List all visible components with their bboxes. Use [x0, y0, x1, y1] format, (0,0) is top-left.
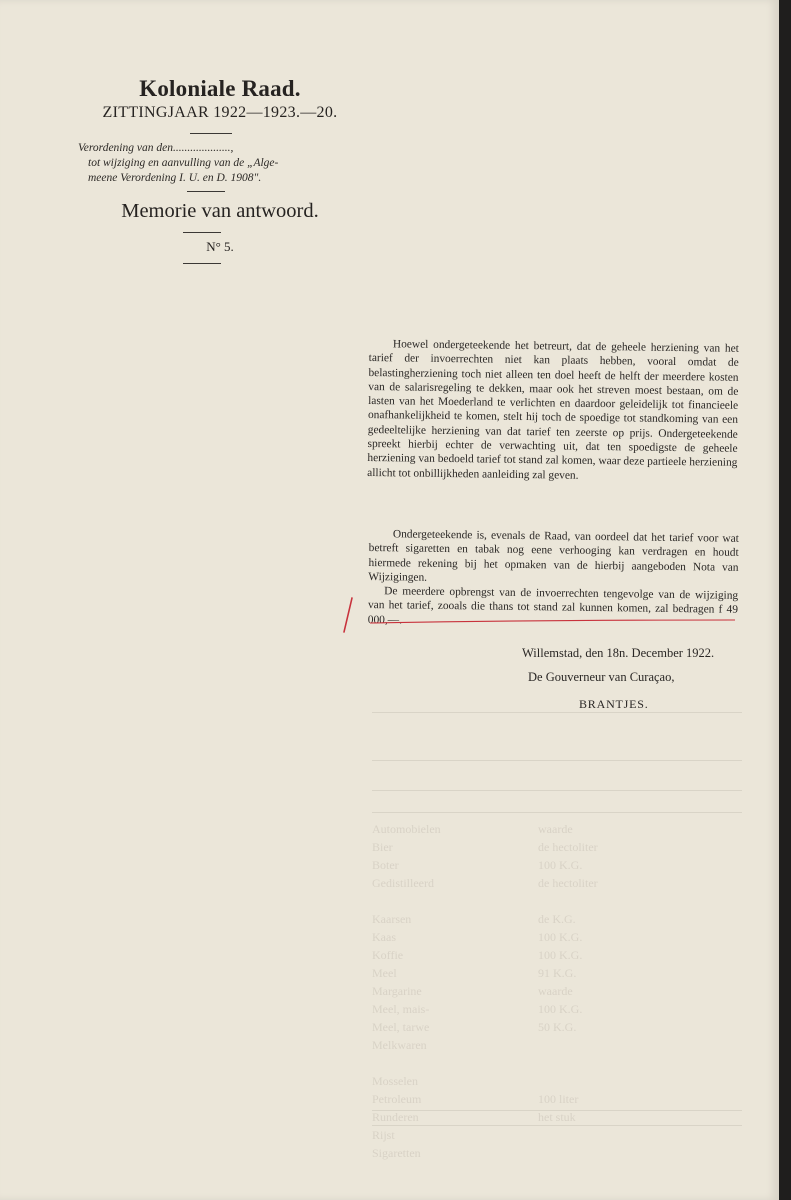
- document-number: N° 5.: [206, 239, 234, 254]
- paragraph-text: De meerdere opbrengst van de invoerrechten tengevolge van de wijziging van het tarief, zooals die thans tot stand zal kunnen komen, zal bedragen f 49 000,—.: [367, 585, 739, 627]
- ordinance-description: [78, 141, 338, 186]
- body-paragraph-1: [367, 337, 739, 485]
- divider: [183, 232, 221, 233]
- divider: [183, 263, 221, 264]
- page-edge: [779, 0, 791, 1200]
- session-year: ZITTINGJAAR 1922—1923.—20.: [102, 104, 338, 121]
- description-line: Verordening van den....................,: [78, 142, 234, 154]
- signature-name: BRANTJES.: [579, 697, 649, 711]
- council-title: Koloniale Raad.: [139, 76, 301, 101]
- document-page: Koloniale Raad. ZITTINGJAAR 1922—1923.—20. Verordening van den...................., tot wijziging en aanvulling van de „Alge- meene Verordening I. U. en D. 1908". Memorie van antwoord. N° 5. Automobielen Bier Boter Gedistilleerd Kaarsen Kaas Koffie Meel Margarine Meel, mais- Meel, tarwe Melkwaren Mosselen Petroleum Runderen Rijst Sigaretten waarde de hectoliter 100 K.G. de hectoliter de K.G. 100 K.G. 100 K.G. 91 K.G. waarde 100 K.G. 50 K.G. 100 liter het stuk Hoewel ondergeteekende het betreurt, dat de geheele herziening van het tarief der invoerrechten niet kan plaats hebben, vooral omdat de belastingherziening toch niet alleen ten doel heeft de helft der meerdere kosten van de salarisregeling te dekken, maar ook het streven moest bestaan, om de lasten van het Moederland te verlichten en daardoor geleidelijk tot financieele onafhankelijkheid te komen, stelt hij toch de spoedige tot standkoming van een gedeeltelijke herziening van dat tarief ten zeerste op prijs. Ondergeteekende spreekt hierbij echter de verwachting uit, dat ten spoedigste de geheele herziening van bedoeld tarief tot stand zal komen, waar deze partieele herziening allicht tot onbillijkheden aanleiding zal geven. Ondergeteekende is, evenals de Raad, van oordeel dat het tarief voor wat betreft sigaretten en tabak nog eene verhooging kan verdragen en houdt hiermede rekening bij het opmaken van de hierbij aangeboden Nota van Wijzigingen. De meerdere opbrengst van de invoerrechten tengevolge van de wijziging van het tarief, zooals die thans tot stand zal kunnen komen, zal bedragen f 49 000,—. Willemstad, den 18n. December 1922. De Gouverneur van Curaçao, BRANTJES.: [0, 0, 779, 1200]
- description-line: meene Verordening I. U. en D. 1908".: [88, 172, 262, 184]
- divider: [190, 133, 232, 134]
- document-type: Memorie van antwoord.: [121, 200, 319, 222]
- paragraph-text: Ondergeteekende is, evenals de Raad, van oordeel dat het tarief voor wat betreft sigaretten en tabak nog eene verhooging kan verdragen en houdt hiermede rekening bij het opmaken van de hierbij aangeboden Nota van Wijzigingen.: [368, 528, 739, 584]
- description-line: tot wijziging en aanvulling van de „Alge-: [88, 157, 279, 169]
- pen-annotation: [330, 590, 750, 640]
- paragraph-text: Hoewel ondergeteekende het betreurt, dat de geheele herziening van het tarief der invoerrechten niet kan plaats hebben, vooral omdat de belastingherziening toch niet alleen ten doel heeft de helft der meerdere kosten van de salarisregeling te dekken, maar ook het streven moest bestaan, om de lasten van het Moederland te verlichten en daardoor geleidelijk tot financieele onafhankelijkheid te komen, stelt hij toch de spoedige tot standkoming van een gedeeltelijke herziening van dat tarief ten zeerste op prijs. Ondergeteekende spreekt hierbij echter de verwachting uit, dat ten spoedigste de geheele herziening van bedoeld tarief tot stand zal komen, waar deze partieele herziening allicht tot onbillijkheden aanleiding zal geven.: [367, 338, 739, 482]
- signature-date: Willemstad, den 18n. December 1922.: [522, 646, 715, 660]
- divider: [187, 191, 225, 192]
- signature-office: De Gouverneur van Curaçao,: [528, 670, 675, 684]
